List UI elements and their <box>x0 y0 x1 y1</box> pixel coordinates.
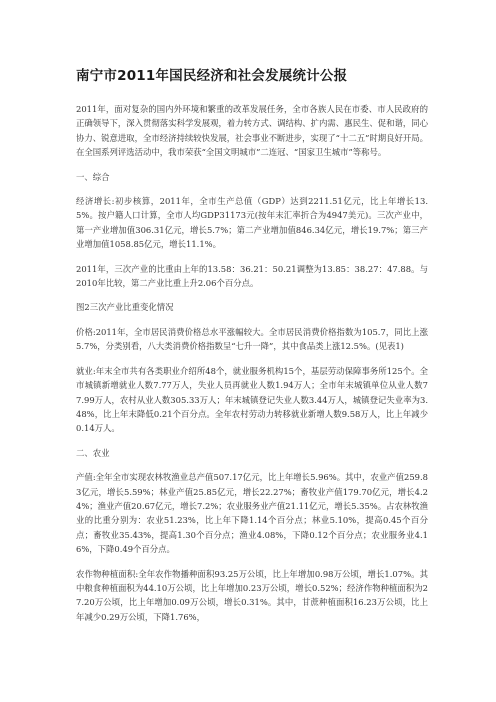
paragraph-output-value: 产值:全年全市实现农林牧渔业总产值507.17亿元，比上年增长5.96%。其中，农业产值259.83亿元，增长5.59%；林业产值25.85亿元，增长22.27%；畜牧业产值179.70亿元，增长4.24%；渔业产值20.67亿元，增长7.2%；农业服务业产值21.11亿元，增长5.35%。占农林牧渔业的比重分别为：农业51.23%，比上年下降1.14个百分点；林业5.10%，提高0.45个百分点；畜牧业35.43%，提高1.30个百分点；渔业4.08%，下降0.12个百分点；农业服务业4.16%，下降0.49个百分点。 <box>76 472 428 555</box>
document-body <box>76 64 428 634</box>
document-title: 南宁市2011年国民经济和社会发展统计公报 <box>76 68 348 84</box>
paragraph-crop-area: 农作物种植面积:全年农作物播种面积93.25万公顷，比上年增加0.98万公顷，增长1.07%。其中粮食种植面积为44.10万公顷，比上年增加0.23万公顷，增长0.52%；经济作物种植面积为27.20万公顷，比上年增加0.09万公顷，增长0.31%。其中，甘蔗种植面积16.23万公顷，比上年减少0.29万公顷，下降1.76%， <box>76 568 428 622</box>
paragraph-employment: 就业:年末全市共有各类职业介绍所48个，就业服务机构15个，基层劳动保障事务所125个。全市城镇新增就业人数7.77万人，失业人员再就业人数1.94万人；全市年末城镇单位从业人数77.99万人，农村从业人数305.33万人；年末城镇登记失业人数3.44万人，城镇登记失业率为3.48%，比上年末降低0.21个百分点。全年农村劳动力转移就业新增人数9.58万人，比上年减少0.14万人。 <box>76 365 428 434</box>
paragraph-economic-growth: 经济增长:初步核算，2011年，全市生产总值（GDP）达到2211.51亿元，比上年增长13.5%。按户籍人口计算，全市人均GDP31173元(按年末汇率折合为4947美元)。三次产业中，第一产业增加值306.31亿元，增长5.7%；第二产业增加值846.34亿元，增长19.7%；第三产业增加值1058.85亿元，增长11.1%。 <box>76 196 428 250</box>
paragraph-prices: 价格:2011年，全市居民消费价格总水平涨幅较大。全市居民消费价格指数为105.7，同比上涨5.7%，分类别看，八大类消费价格指数呈“七升一降”，其中食品类上涨12.5%。(见表1) <box>76 326 428 352</box>
section-heading-agriculture: 二、农业 <box>76 447 110 458</box>
paragraph-industry-ratio: 2011年，三次产业的比重由上年的13.58：36.21：50.21调整为13.85：38.27：47.88。与2010年比较，第二产业比重上升2.06个百分点。 <box>76 263 428 289</box>
section-heading-overview: 一、综合 <box>76 171 110 182</box>
figure-caption: 图2三次产业比重变化情况 <box>76 302 174 313</box>
intro-paragraph: 2011年，面对复杂的国内外环境和繁重的改革发展任务，全市各族人民在市委、市人民政府的正确领导下，深入贯彻落实科学发展观，着力转方式、调结构、扩内需、惠民生、促和谐，同心协力、锐意进取，全市经济持续较快发展，社会事业不断进步，实现了“十二五”时期良好开局。在全国系列评选活动中，我市荣获“全国文明城市”二连冠、“国家卫生城市”等称号。 <box>76 104 428 158</box>
